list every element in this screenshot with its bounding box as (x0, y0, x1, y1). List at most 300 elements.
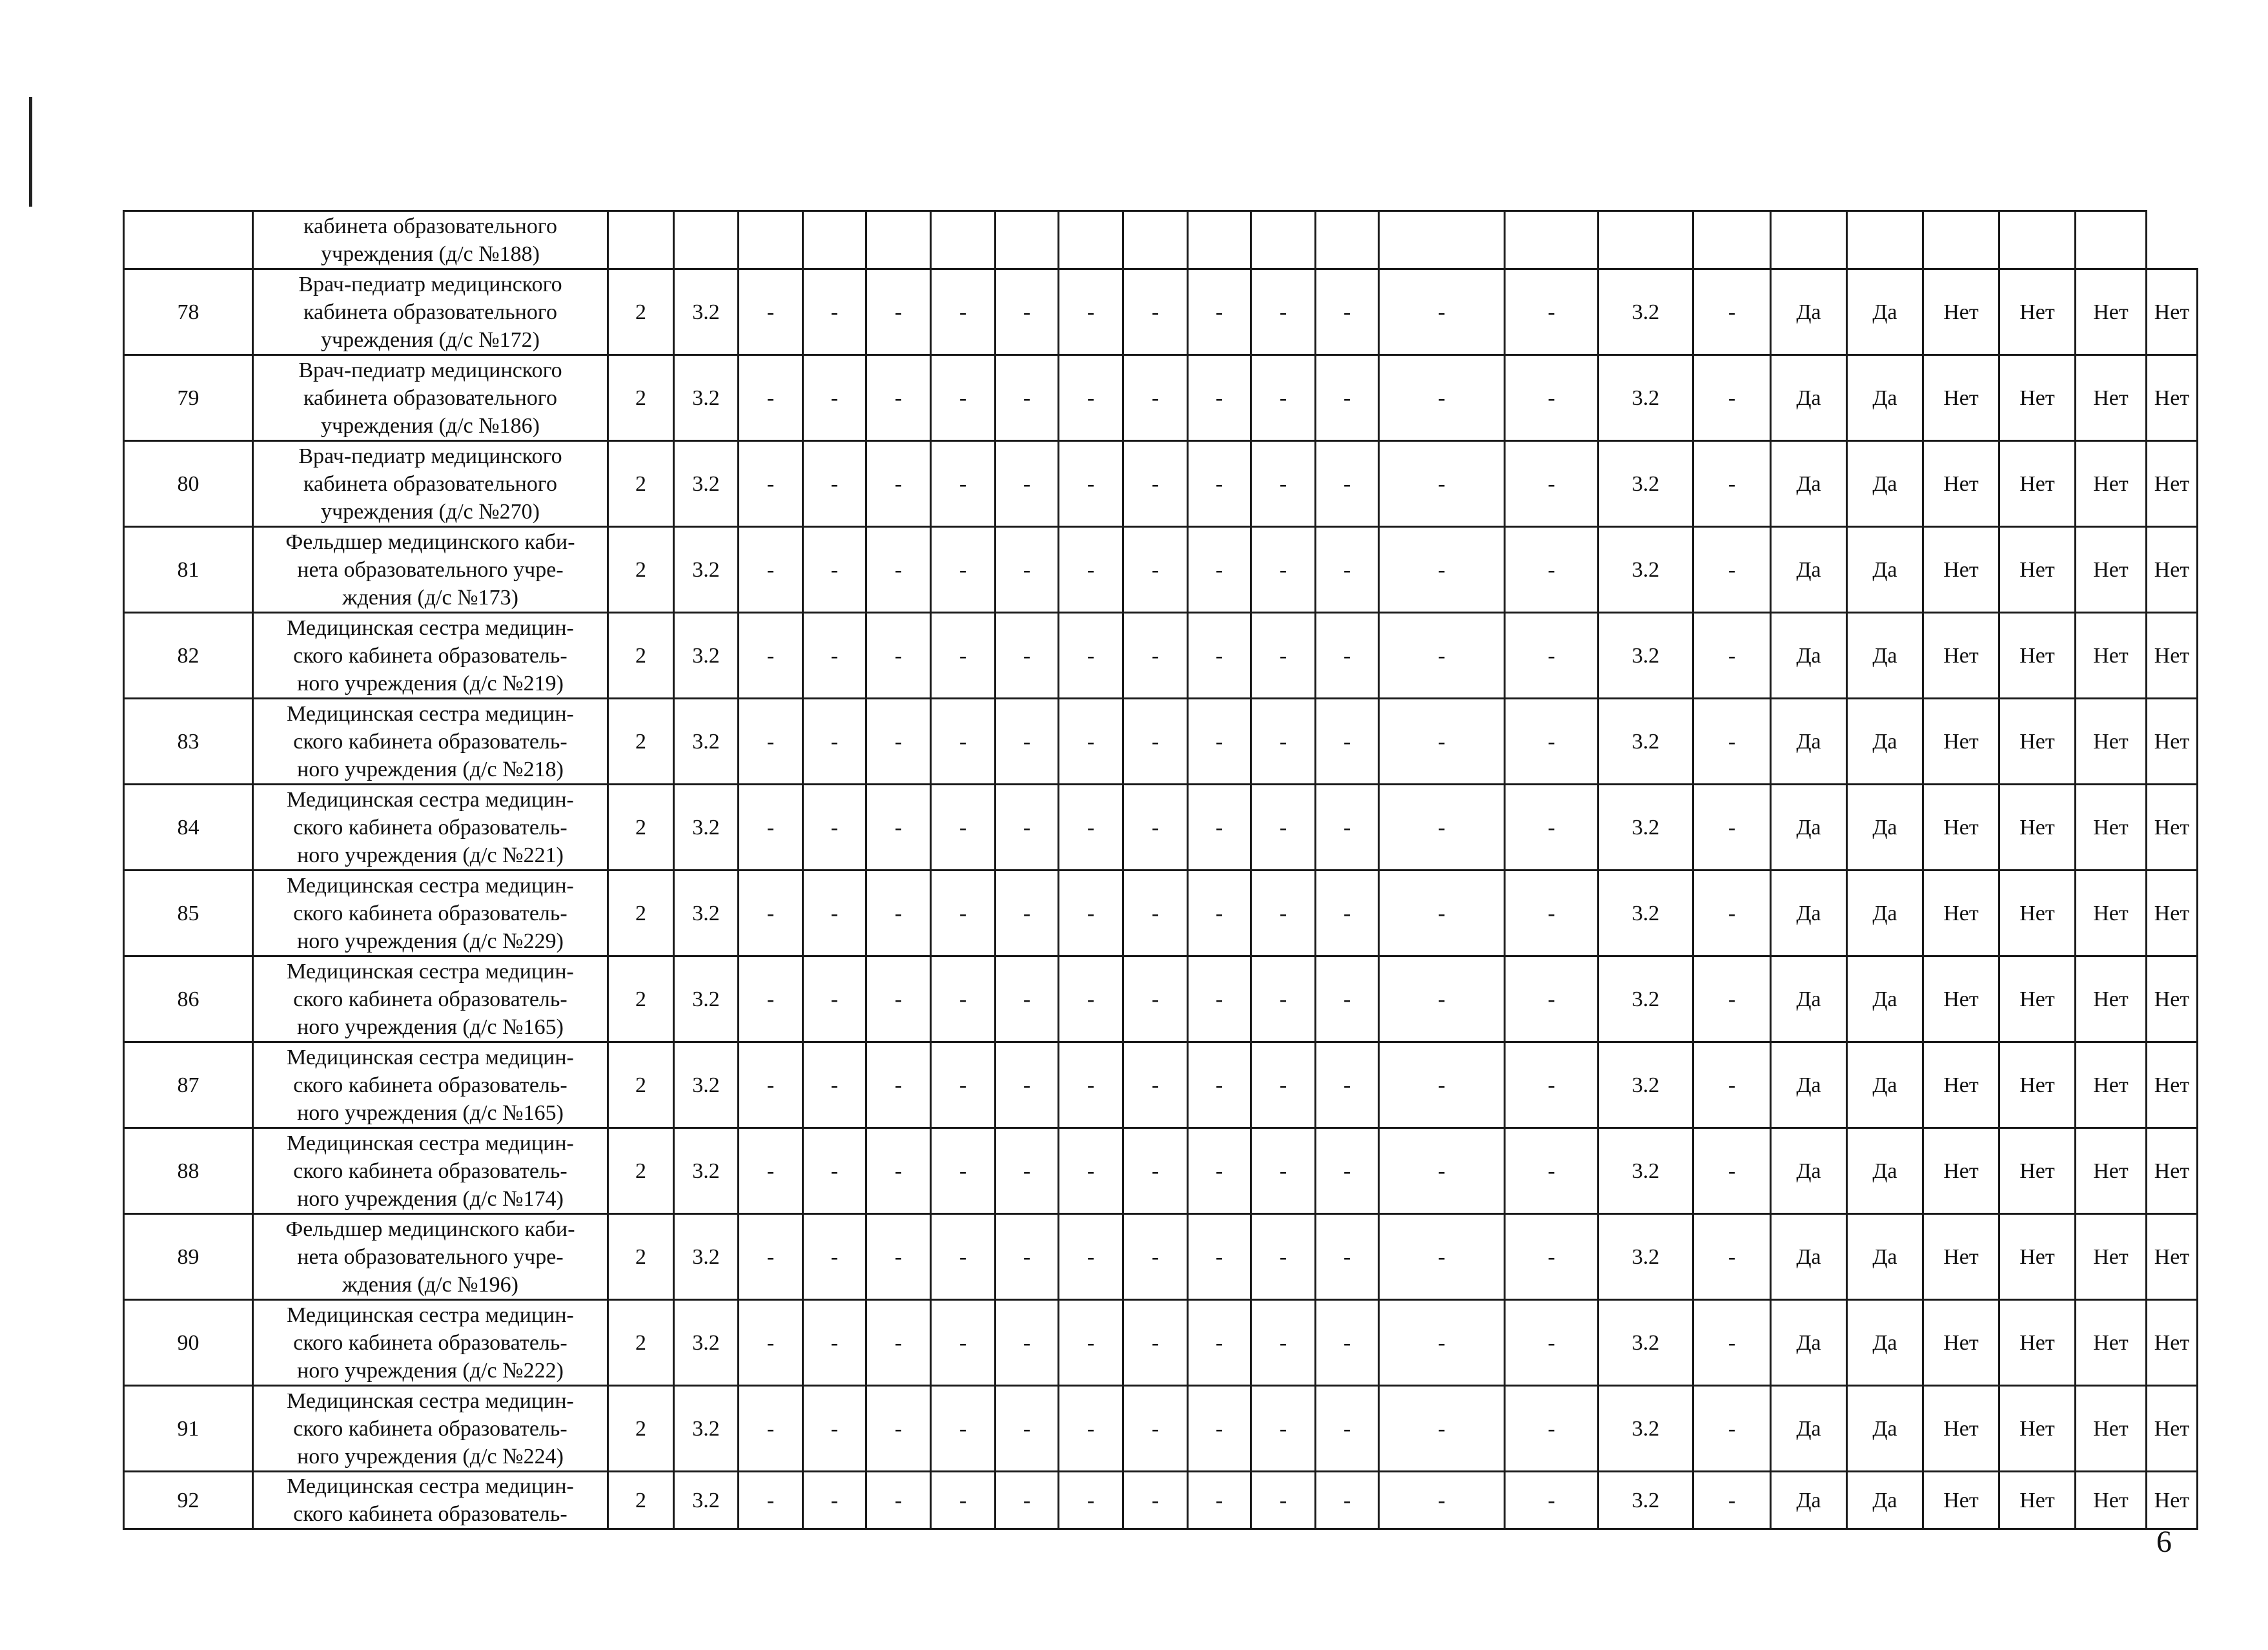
row-number-cell: 81 (124, 527, 253, 613)
position-name-cell: Медицинская сестра медицин- ского кабинета образователь- ного учреждения (д/с №229) (253, 871, 608, 956)
dash-cell: - (1188, 1300, 1251, 1386)
table-row (124, 871, 2198, 956)
value-cell: 3.2 (674, 1042, 739, 1128)
empty-cell (1251, 211, 1316, 269)
empty-cell (674, 211, 739, 269)
dash-cell: - (996, 1386, 1059, 1472)
value-cell: 3.2 (674, 269, 739, 355)
value-cell: 3.2 (1599, 269, 1693, 355)
value-cell: Нет (2147, 355, 2198, 441)
dash-cell: - (1316, 1386, 1379, 1472)
dash-cell: - (1316, 269, 1379, 355)
dash-cell: - (866, 1386, 931, 1472)
dash-cell: - (1123, 1300, 1188, 1386)
value-cell: - (1693, 1472, 1771, 1529)
value-cell: 3.2 (674, 1386, 739, 1472)
dash-cell: - (931, 1214, 996, 1300)
value-cell: 2 (608, 871, 674, 956)
dash-cell: - (1316, 527, 1379, 613)
dash-cell: - (1505, 1214, 1599, 1300)
value-cell: Да (1771, 871, 1847, 956)
position-name-cell: Медицинская сестра медицин- ского кабинета образователь- ного учреждения (д/с №222) (253, 1300, 608, 1386)
value-cell: Нет (2076, 1042, 2147, 1128)
dash-cell: - (1505, 1128, 1599, 1214)
empty-cell (739, 211, 803, 269)
dash-cell: - (1316, 441, 1379, 527)
dash-cell: - (1379, 527, 1505, 613)
dash-cell: - (866, 355, 931, 441)
value-cell: Да (1771, 1300, 1847, 1386)
table-row (124, 699, 2198, 785)
dash-cell: - (866, 613, 931, 699)
value-cell: 3.2 (674, 1214, 739, 1300)
value-cell: 3.2 (1599, 1300, 1693, 1386)
dash-cell: - (931, 613, 996, 699)
dash-cell: - (1188, 1042, 1251, 1128)
empty-cell (1059, 211, 1123, 269)
value-cell: Нет (2076, 956, 2147, 1042)
value-cell: Нет (1923, 1386, 1999, 1472)
position-name-cell: Врач-педиатр медицинского кабинета образовательного учреждения (д/с №172) (253, 269, 608, 355)
value-cell: - (1693, 269, 1771, 355)
value-cell: Нет (2147, 1386, 2198, 1472)
value-cell: 3.2 (674, 871, 739, 956)
value-cell: Нет (2076, 1300, 2147, 1386)
value-cell: Нет (2147, 1300, 2198, 1386)
value-cell: Да (1847, 269, 1923, 355)
dash-cell: - (739, 613, 803, 699)
value-cell: 2 (608, 355, 674, 441)
dash-cell: - (1379, 1386, 1505, 1472)
empty-cell (1923, 211, 1999, 269)
table-row (124, 1300, 2198, 1386)
dash-cell: - (931, 1472, 996, 1529)
value-cell: 3.2 (674, 1300, 739, 1386)
row-number-cell: 85 (124, 871, 253, 956)
dash-cell: - (931, 785, 996, 871)
value-cell: 3.2 (674, 355, 739, 441)
value-cell: Нет (1923, 1472, 1999, 1529)
dash-cell: - (739, 527, 803, 613)
dash-cell: - (1059, 1386, 1123, 1472)
dash-cell: - (1251, 1386, 1316, 1472)
value-cell: 2 (608, 1472, 674, 1529)
value-cell: 2 (608, 1300, 674, 1386)
scan-margin-mark (29, 97, 32, 207)
dash-cell: - (1316, 1128, 1379, 1214)
dash-cell: - (1188, 1472, 1251, 1529)
dash-cell: - (1316, 1300, 1379, 1386)
value-cell: Да (1847, 1386, 1923, 1472)
value-cell: 2 (608, 699, 674, 785)
position-name-cell: Врач-педиатр медицинского кабинета образовательного учреждения (д/с №270) (253, 441, 608, 527)
value-cell: Да (1847, 871, 1923, 956)
value-cell: - (1693, 1386, 1771, 1472)
value-cell: 2 (608, 785, 674, 871)
dash-cell: - (739, 1472, 803, 1529)
position-name-cell: Медицинская сестра медицин- ского кабинета образователь- ного учреждения (д/с №165) (253, 1042, 608, 1128)
value-cell: Нет (2147, 871, 2198, 956)
value-cell: Нет (2076, 871, 2147, 956)
dash-cell: - (1059, 871, 1123, 956)
dash-cell: - (739, 785, 803, 871)
value-cell: Да (1771, 1214, 1847, 1300)
table-row (124, 527, 2198, 613)
dash-cell: - (803, 1214, 866, 1300)
value-cell: Да (1771, 441, 1847, 527)
value-cell: Нет (1999, 1042, 2076, 1128)
dash-cell: - (739, 1128, 803, 1214)
value-cell: Нет (2147, 699, 2198, 785)
dash-cell: - (1505, 871, 1599, 956)
value-cell: Нет (1999, 441, 2076, 527)
value-cell: Нет (1999, 355, 2076, 441)
value-cell: Нет (2076, 355, 2147, 441)
dash-cell: - (1123, 699, 1188, 785)
value-cell: Да (1771, 699, 1847, 785)
position-name-cell: кабинета образовательного учреждения (д/с №188) (253, 211, 608, 269)
value-cell: Да (1847, 1128, 1923, 1214)
table-row (124, 355, 2198, 441)
dash-cell: - (1379, 871, 1505, 956)
table-row (124, 1472, 2198, 1529)
dash-cell: - (803, 355, 866, 441)
row-number-cell: 92 (124, 1472, 253, 1529)
dash-cell: - (866, 956, 931, 1042)
value-cell: Нет (2147, 956, 2198, 1042)
dash-cell: - (1505, 355, 1599, 441)
value-cell: Нет (1999, 699, 2076, 785)
empty-cell (1123, 211, 1188, 269)
value-cell: 3.2 (674, 527, 739, 613)
dash-cell: - (1059, 699, 1123, 785)
dash-cell: - (1123, 1386, 1188, 1472)
empty-cell (1188, 211, 1251, 269)
value-cell: Да (1847, 956, 1923, 1042)
value-cell: 3.2 (1599, 1472, 1693, 1529)
dash-cell: - (1379, 269, 1505, 355)
dash-cell: - (996, 871, 1059, 956)
dash-cell: - (996, 699, 1059, 785)
value-cell: Нет (1923, 269, 1999, 355)
value-cell: Да (1847, 1300, 1923, 1386)
value-cell: - (1693, 441, 1771, 527)
dash-cell: - (803, 699, 866, 785)
dash-cell: - (1251, 527, 1316, 613)
dash-cell: - (996, 1042, 1059, 1128)
dash-cell: - (996, 269, 1059, 355)
value-cell: Нет (1999, 269, 2076, 355)
dash-cell: - (739, 441, 803, 527)
value-cell: - (1693, 1214, 1771, 1300)
dash-cell: - (1188, 1214, 1251, 1300)
dash-cell: - (931, 441, 996, 527)
dash-cell: - (803, 441, 866, 527)
empty-cell (1693, 211, 1771, 269)
dash-cell: - (1505, 1386, 1599, 1472)
row-number-cell: 89 (124, 1214, 253, 1300)
position-name-cell: Врач-педиатр медицинского кабинета образовательного учреждения (д/с №186) (253, 355, 608, 441)
dash-cell: - (739, 699, 803, 785)
dash-cell: - (1123, 269, 1188, 355)
value-cell: Нет (1999, 1300, 2076, 1386)
dash-cell: - (803, 871, 866, 956)
dash-cell: - (1251, 355, 1316, 441)
dash-cell: - (996, 1128, 1059, 1214)
dash-cell: - (866, 1042, 931, 1128)
dash-cell: - (1379, 1042, 1505, 1128)
dash-cell: - (1059, 956, 1123, 1042)
value-cell: Нет (2147, 1128, 2198, 1214)
value-cell: 2 (608, 956, 674, 1042)
dash-cell: - (1059, 441, 1123, 527)
value-cell: Нет (2076, 1128, 2147, 1214)
value-cell: 3.2 (674, 613, 739, 699)
value-cell: 3.2 (674, 785, 739, 871)
dash-cell: - (1123, 613, 1188, 699)
dash-cell: - (1251, 1472, 1316, 1529)
empty-cell (608, 211, 674, 269)
value-cell: 2 (608, 1128, 674, 1214)
dash-cell: - (1059, 1214, 1123, 1300)
table-row-continued (124, 211, 2198, 269)
value-cell: Нет (2076, 1386, 2147, 1472)
empty-cell (2076, 211, 2147, 269)
value-cell: Да (1847, 613, 1923, 699)
value-cell: Нет (2147, 269, 2198, 355)
value-cell: Нет (2147, 1472, 2198, 1529)
dash-cell: - (739, 1214, 803, 1300)
dash-cell: - (931, 699, 996, 785)
dash-cell: - (1188, 699, 1251, 785)
dash-cell: - (866, 785, 931, 871)
position-name-cell: Фельдшер медицинского каби- нета образовательного учре- ждения (д/с №173) (253, 527, 608, 613)
value-cell: 2 (608, 1042, 674, 1128)
value-cell: 3.2 (1599, 613, 1693, 699)
dash-cell: - (1505, 785, 1599, 871)
value-cell: Нет (1923, 1042, 1999, 1128)
dash-cell: - (1059, 1042, 1123, 1128)
dash-cell: - (996, 1300, 1059, 1386)
dash-cell: - (1188, 1128, 1251, 1214)
value-cell: Да (1847, 785, 1923, 871)
value-cell: 3.2 (674, 956, 739, 1042)
dash-cell: - (931, 1386, 996, 1472)
dash-cell: - (1123, 355, 1188, 441)
dash-cell: - (1251, 871, 1316, 956)
table-row (124, 441, 2198, 527)
dash-cell: - (1251, 956, 1316, 1042)
dash-cell: - (866, 269, 931, 355)
dash-cell: - (1059, 1128, 1123, 1214)
value-cell: Нет (1923, 355, 1999, 441)
dash-cell: - (866, 699, 931, 785)
value-cell: - (1693, 699, 1771, 785)
value-cell: Нет (2076, 269, 2147, 355)
value-cell: Нет (1999, 1214, 2076, 1300)
value-cell: Нет (1999, 527, 2076, 613)
table-row (124, 785, 2198, 871)
value-cell: 2 (608, 441, 674, 527)
dash-cell: - (866, 527, 931, 613)
value-cell: Нет (1923, 613, 1999, 699)
dash-cell: - (1123, 1472, 1188, 1529)
dash-cell: - (1379, 1472, 1505, 1529)
value-cell: - (1693, 1042, 1771, 1128)
value-cell: Да (1847, 1042, 1923, 1128)
dash-cell: - (803, 956, 866, 1042)
value-cell: Да (1771, 355, 1847, 441)
dash-cell: - (1251, 441, 1316, 527)
dash-cell: - (1059, 269, 1123, 355)
empty-cell (1599, 211, 1693, 269)
dash-cell: - (931, 355, 996, 441)
value-cell: - (1693, 527, 1771, 613)
dash-cell: - (1059, 355, 1123, 441)
dash-cell: - (866, 1472, 931, 1529)
table-row (124, 613, 2198, 699)
value-cell: Нет (2076, 785, 2147, 871)
value-cell: Да (1771, 1472, 1847, 1529)
value-cell: Да (1847, 699, 1923, 785)
value-cell: 3.2 (1599, 699, 1693, 785)
value-cell: 2 (608, 269, 674, 355)
value-cell: - (1693, 871, 1771, 956)
position-name-cell: Фельдшер медицинского каби- нета образовательного учре- ждения (д/с №196) (253, 1214, 608, 1300)
position-name-cell: Медицинская сестра медицин- ского кабинета образователь- ного учреждения (д/с №165) (253, 956, 608, 1042)
dash-cell: - (1316, 785, 1379, 871)
value-cell: - (1693, 1128, 1771, 1214)
dash-cell: - (1188, 871, 1251, 956)
value-cell: Нет (1923, 1214, 1999, 1300)
dash-cell: - (739, 355, 803, 441)
dash-cell: - (803, 527, 866, 613)
dash-cell: - (931, 956, 996, 1042)
value-cell: Нет (2076, 527, 2147, 613)
value-cell: Да (1771, 1128, 1847, 1214)
value-cell: 3.2 (1599, 956, 1693, 1042)
row-number-cell: 91 (124, 1386, 253, 1472)
dash-cell: - (1188, 613, 1251, 699)
value-cell: Да (1847, 441, 1923, 527)
empty-cell (1847, 211, 1923, 269)
dash-cell: - (1316, 613, 1379, 699)
dash-cell: - (1379, 1128, 1505, 1214)
empty-cell (931, 211, 996, 269)
dash-cell: - (803, 1128, 866, 1214)
value-cell: Нет (1923, 441, 1999, 527)
dash-cell: - (1123, 956, 1188, 1042)
dash-cell: - (1059, 613, 1123, 699)
row-number-cell: 86 (124, 956, 253, 1042)
value-cell: Да (1847, 1214, 1923, 1300)
table-row (124, 1042, 2198, 1128)
value-cell: Да (1771, 269, 1847, 355)
dash-cell: - (931, 1128, 996, 1214)
dash-cell: - (1251, 269, 1316, 355)
dash-cell: - (931, 1300, 996, 1386)
dash-cell: - (866, 1300, 931, 1386)
value-cell: Нет (2076, 613, 2147, 699)
position-name-cell: Медицинская сестра медицин- ского кабинета образователь- (253, 1472, 608, 1529)
dash-cell: - (1316, 1214, 1379, 1300)
value-cell: 3.2 (674, 1472, 739, 1529)
value-cell: Нет (1923, 785, 1999, 871)
dash-cell: - (1505, 1042, 1599, 1128)
row-number-cell: 80 (124, 441, 253, 527)
dash-cell: - (1316, 871, 1379, 956)
dash-cell: - (1123, 785, 1188, 871)
dash-cell: - (1251, 1214, 1316, 1300)
dash-cell: - (866, 1214, 931, 1300)
dash-cell: - (996, 785, 1059, 871)
value-cell: Нет (2147, 1042, 2198, 1128)
position-name-cell: Медицинская сестра медицин- ского кабинета образователь- ного учреждения (д/с №219) (253, 613, 608, 699)
dash-cell: - (1188, 269, 1251, 355)
table-row (124, 1386, 2198, 1472)
value-cell: Нет (2147, 527, 2198, 613)
dash-cell: - (1059, 1300, 1123, 1386)
value-cell: - (1693, 613, 1771, 699)
dash-cell: - (1059, 527, 1123, 613)
dash-cell: - (931, 871, 996, 956)
value-cell: Да (1771, 1042, 1847, 1128)
dash-cell: - (866, 871, 931, 956)
value-cell: Нет (2147, 613, 2198, 699)
value-cell: - (1693, 785, 1771, 871)
dash-cell: - (996, 527, 1059, 613)
row-number-cell: 82 (124, 613, 253, 699)
value-cell: 2 (608, 1386, 674, 1472)
dash-cell: - (803, 1300, 866, 1386)
value-cell: 3.2 (1599, 355, 1693, 441)
dash-cell: - (739, 956, 803, 1042)
value-cell: 3.2 (674, 1128, 739, 1214)
value-cell: - (1693, 1300, 1771, 1386)
empty-cell (996, 211, 1059, 269)
dash-cell: - (1188, 441, 1251, 527)
dash-cell: - (931, 527, 996, 613)
value-cell: Нет (1999, 785, 2076, 871)
row-number-cell: 78 (124, 269, 253, 355)
table-row (124, 1214, 2198, 1300)
dash-cell: - (931, 1042, 996, 1128)
dash-cell: - (996, 613, 1059, 699)
value-cell: 3.2 (1599, 527, 1693, 613)
dash-cell: - (996, 355, 1059, 441)
value-cell: Да (1771, 956, 1847, 1042)
dash-cell: - (1379, 785, 1505, 871)
dash-cell: - (803, 1386, 866, 1472)
value-cell: Нет (1923, 1300, 1999, 1386)
value-cell: Нет (2147, 441, 2198, 527)
value-cell: - (1693, 355, 1771, 441)
dash-cell: - (803, 269, 866, 355)
dash-cell: - (1316, 355, 1379, 441)
value-cell: Да (1847, 1472, 1923, 1529)
position-name-cell: Медицинская сестра медицин- ского кабинета образователь- ного учреждения (д/с №174) (253, 1128, 608, 1214)
dash-cell: - (1316, 1042, 1379, 1128)
dash-cell: - (739, 871, 803, 956)
value-cell: Да (1847, 527, 1923, 613)
dash-cell: - (1123, 1042, 1188, 1128)
dash-cell: - (803, 613, 866, 699)
row-number-cell: 83 (124, 699, 253, 785)
dash-cell: - (1379, 699, 1505, 785)
empty-cell (1316, 211, 1379, 269)
empty-cell (866, 211, 931, 269)
value-cell: 3.2 (1599, 1042, 1693, 1128)
